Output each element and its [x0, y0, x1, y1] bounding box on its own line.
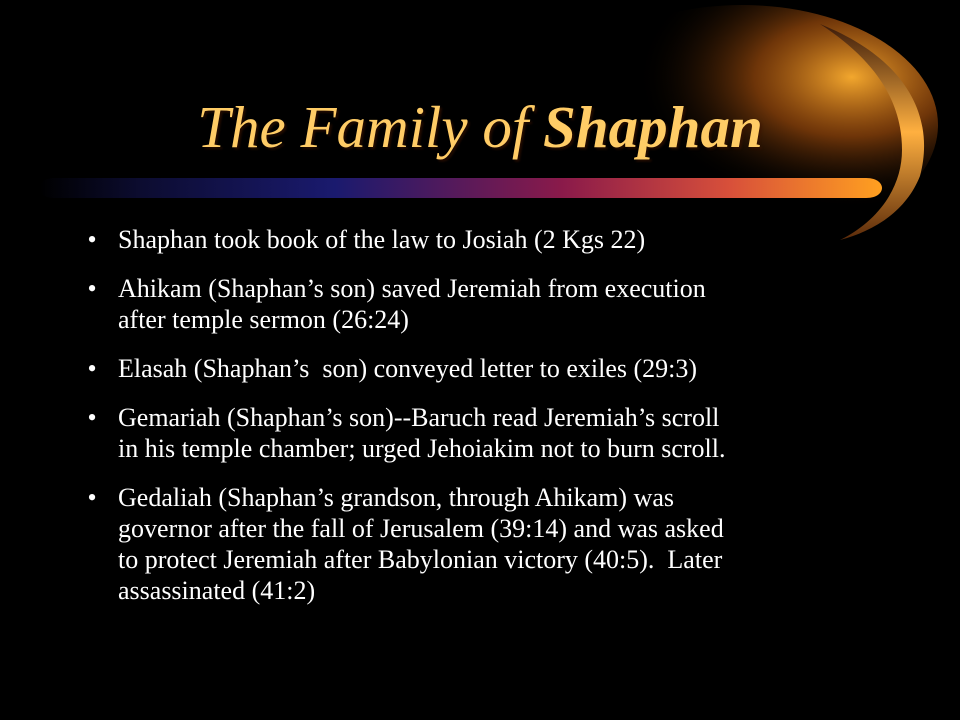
bullet-text: to protect Jeremiah after Babylonian victory (40:5). Later [118, 545, 723, 574]
bullet-item [87, 482, 878, 606]
title-prefix: The Family of [197, 94, 529, 160]
bullet-text: Ahikam (Shaphan’s son) saved Jeremiah from execution [118, 274, 706, 303]
bullet-text: in his temple chamber; urged Jehoiakim not to burn scroll. [118, 434, 726, 463]
bullet-item [87, 353, 878, 384]
bullet-item [87, 273, 878, 335]
bullet-dot: • [87, 225, 97, 254]
bullet-dot: • [87, 354, 97, 383]
bullet-text: Elasah (Shaphan’s son) conveyed letter to exiles (29:3) [118, 354, 698, 383]
bullet-dot: • [87, 274, 97, 303]
bullet-item [87, 402, 878, 464]
bullet-text: governor after the fall of Jerusalem (39:14) and was asked [118, 514, 724, 543]
bullet-dot: • [87, 483, 97, 512]
bullet-text: after temple sermon (26:24) [118, 305, 409, 334]
bullet-text: Gemariah (Shaphan’s son)--Baruch read Jeremiah’s scroll [118, 403, 720, 432]
bullet-list [87, 224, 878, 624]
bullet-text: assassinated (41:2) [118, 576, 316, 605]
bullet-text: Shaphan took book of the law to Josiah (2 Kgs 22) [118, 225, 646, 254]
title-emphasis: Shaphan [543, 94, 763, 160]
bullet-dot: • [87, 403, 97, 432]
swoosh-bar [40, 178, 882, 198]
slide-title [0, 92, 960, 162]
bullet-text: Gedaliah (Shaphan’s grandson, through Ahikam) was [118, 483, 675, 512]
bullet-item [87, 224, 878, 255]
